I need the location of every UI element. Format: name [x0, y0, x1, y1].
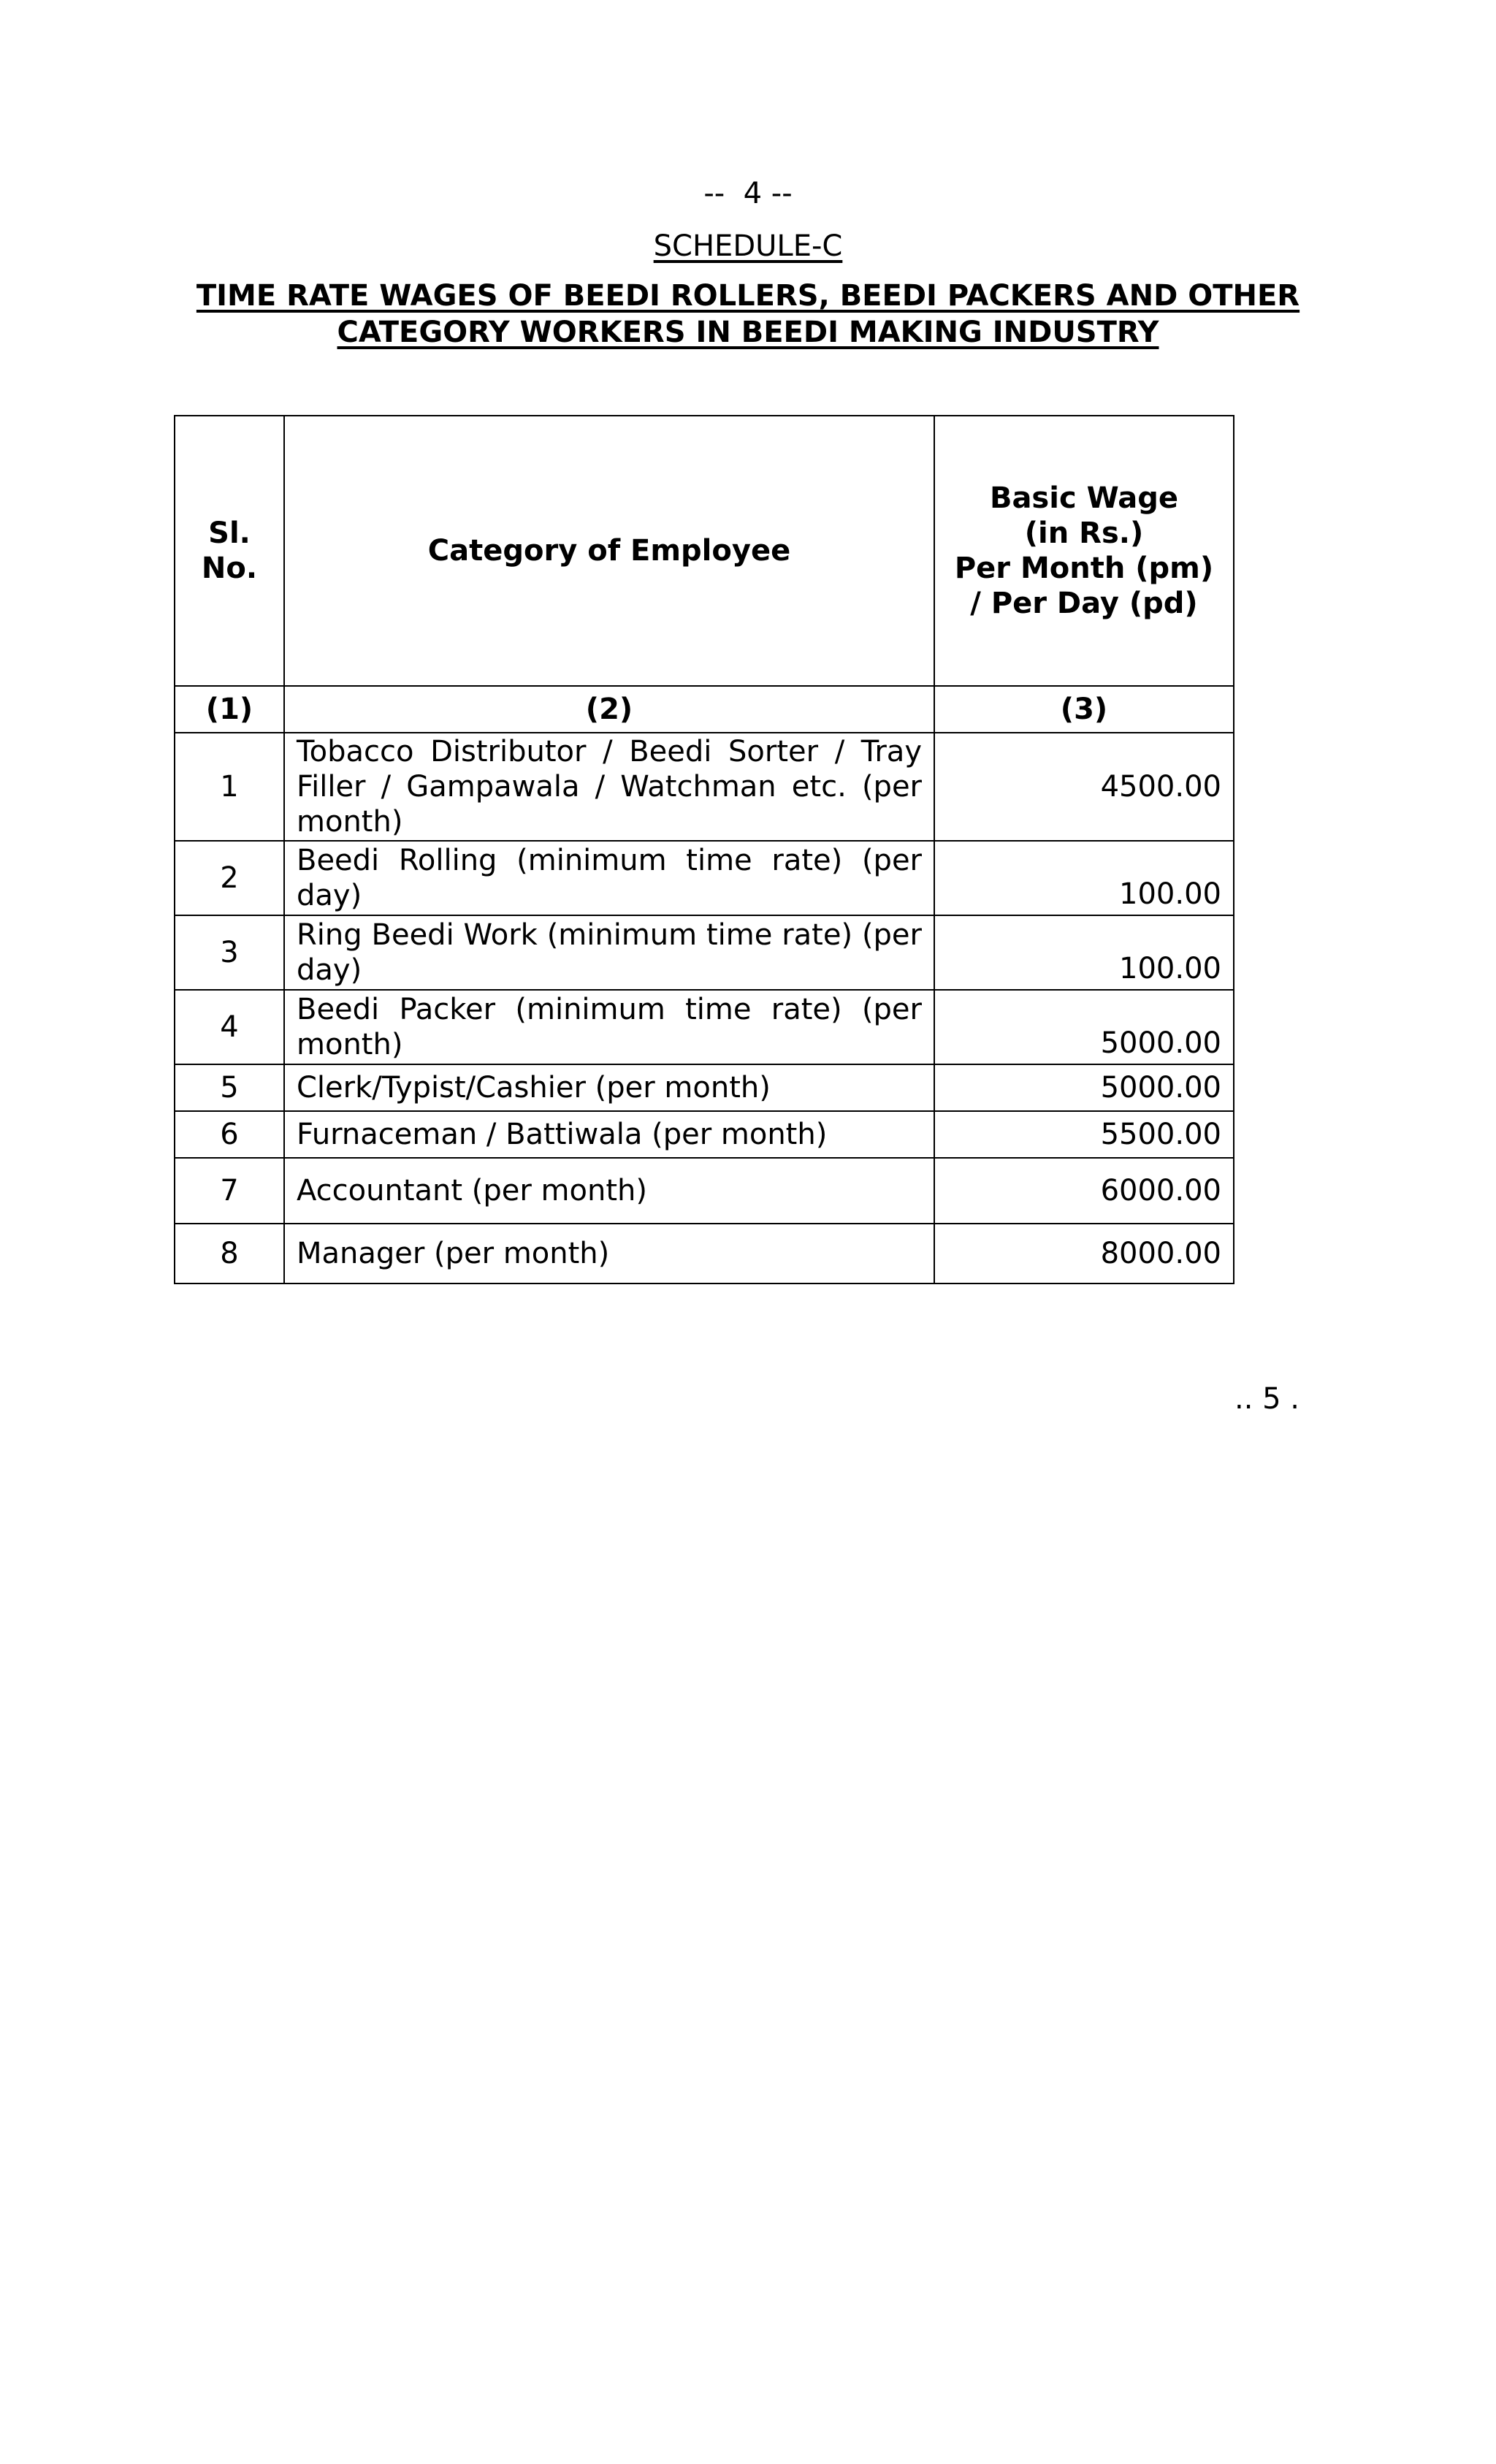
header-wage-line-4: / Per Day (pd): [970, 587, 1198, 620]
table-row: [175, 1111, 1234, 1158]
sl-no-cell: 7: [175, 1158, 284, 1224]
header-category: Category of Employee: [284, 416, 934, 686]
wage-cell: 4500.00: [934, 733, 1234, 841]
title-line-1: TIME RATE WAGES OF BEEDI ROLLERS, BEEDI PACKERS AND OTHER: [196, 279, 1300, 313]
category-cell: Tobacco Distributor / Beedi Sorter / Tray Filler / Gampawala / Watchman etc. (per month): [284, 733, 934, 841]
column-number: (2): [284, 686, 934, 733]
category-cell: Ring Beedi Work (minimum time rate) (per day): [284, 915, 934, 990]
sl-no-cell: 4: [175, 990, 284, 1064]
header-wage-line-2: (in Rs.): [1024, 516, 1144, 550]
sl-no-cell: 1: [175, 733, 284, 841]
table-row: [175, 1224, 1234, 1284]
table-row: [175, 1064, 1234, 1111]
category-cell: Accountant (per month): [284, 1158, 934, 1224]
sl-no-cell: 8: [175, 1224, 284, 1284]
title-line-2: CATEGORY WORKERS IN BEEDI MAKING INDUSTRY: [337, 316, 1159, 349]
wage-cell: 5500.00: [934, 1111, 1234, 1158]
table-row: [175, 990, 1234, 1064]
wage-cell: 6000.00: [934, 1158, 1234, 1224]
wage-cell: 100.00: [934, 915, 1234, 990]
wage-cell: 100.00: [934, 841, 1234, 915]
sl-no-cell: 6: [175, 1111, 284, 1158]
header-sl-no: [175, 416, 284, 686]
header-basic-wage: [934, 416, 1234, 686]
table-row: [175, 733, 1234, 841]
header-sl-line-2: No.: [201, 552, 258, 585]
table-row: [175, 841, 1234, 915]
table-row: [175, 1158, 1234, 1224]
continuation-marker: .. 5 .: [1234, 1382, 1300, 1416]
column-number: (3): [934, 686, 1234, 733]
wage-cell: 5000.00: [934, 1064, 1234, 1111]
category-cell: Furnaceman / Battiwala (per month): [284, 1111, 934, 1158]
table-row: [175, 915, 1234, 990]
header-wage-line-3: Per Month (pm): [954, 552, 1214, 585]
header-wage-line-1: Basic Wage: [989, 481, 1179, 515]
sl-no-cell: 2: [175, 841, 284, 915]
wage-cell: 5000.00: [934, 990, 1234, 1064]
wage-table: [174, 415, 1234, 1284]
document-title: [0, 278, 1496, 351]
category-cell: Clerk/Typist/Cashier (per month): [284, 1064, 934, 1111]
category-cell: Beedi Packer (minimum time rate) (per month): [284, 990, 934, 1064]
wage-cell: 8000.00: [934, 1224, 1234, 1284]
sl-no-cell: 3: [175, 915, 284, 990]
schedule-label: SCHEDULE-C: [653, 229, 843, 263]
category-cell: Beedi Rolling (minimum time rate) (per day): [284, 841, 934, 915]
table-header-row: [175, 416, 1234, 686]
column-number: (1): [175, 686, 284, 733]
column-number-row: [175, 686, 1234, 733]
header-sl-line-1: Sl.: [208, 516, 251, 550]
sl-no-cell: 5: [175, 1064, 284, 1111]
page-number: -- 4 --: [703, 177, 793, 210]
category-cell: Manager (per month): [284, 1224, 934, 1284]
